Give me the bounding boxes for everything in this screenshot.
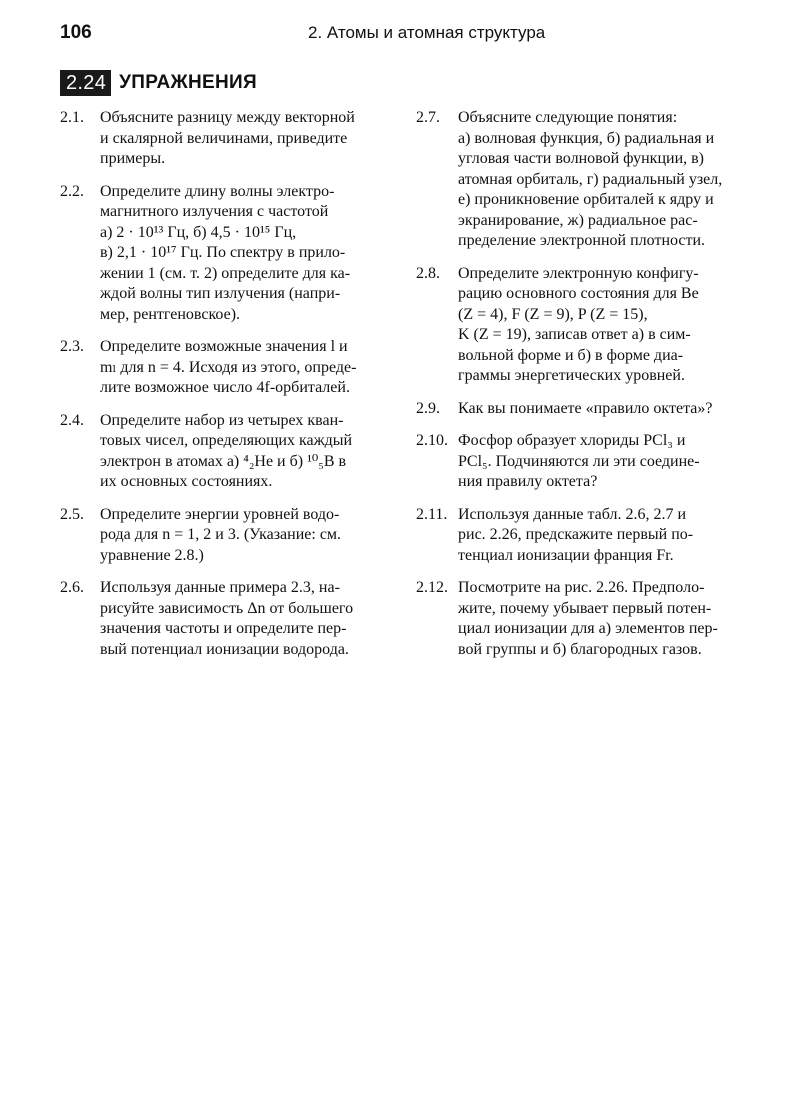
exercise-text-line: ния правилу октета? bbox=[458, 473, 598, 490]
exercise-item bbox=[60, 337, 382, 399]
exercise-text-line: тенциал ионизации франция Fr. bbox=[458, 546, 674, 564]
exercise-item bbox=[416, 108, 740, 252]
exercise-text-line: Как вы понимаете «правило октета»? bbox=[458, 399, 713, 417]
exercise-text-line: вой группы и б) благородных газов. bbox=[458, 640, 702, 658]
exercise-text-line: рацию основного состояния для Be bbox=[458, 285, 699, 302]
exercise-item bbox=[416, 264, 740, 387]
exercise-text-line: ждой волны тип излучения (напри- bbox=[100, 285, 341, 302]
exercise-item bbox=[60, 411, 382, 493]
exercise-number: 2.4. bbox=[60, 411, 84, 429]
exercise-text-line: электрон в атомах а) ⁴₂He и б) ¹⁰₅B в bbox=[100, 452, 347, 470]
exercise-item bbox=[416, 505, 740, 567]
exercise-text-line: и скалярной величинами, приведите bbox=[100, 129, 348, 147]
exercise-text-line: K (Z = 19), записав ответ а) в сим- bbox=[458, 326, 691, 343]
exercise-text-line: вольной форме и б) в форме диа- bbox=[458, 346, 684, 364]
exercise-text-line: Объясните следующие понятия: bbox=[458, 109, 678, 126]
exercise-text bbox=[458, 505, 740, 567]
exercise-text bbox=[100, 505, 382, 567]
exercise-text-line: (Z = 4), F (Z = 9), P (Z = 15), bbox=[458, 305, 648, 323]
exercise-text-line: граммы энергетических уровней. bbox=[458, 367, 685, 384]
exercises-right-column bbox=[416, 108, 740, 672]
exercise-text-line: циал ионизации для а) элементов пер- bbox=[458, 620, 718, 637]
exercise-text bbox=[100, 108, 382, 170]
exercise-text-line: а) волновая функция, б) радиальная и bbox=[458, 129, 715, 147]
exercise-number: 2.3. bbox=[60, 338, 84, 355]
exercise-item bbox=[60, 182, 382, 326]
exercise-item bbox=[60, 505, 382, 567]
exercise-text-line: примеры. bbox=[100, 150, 166, 167]
exercise-item bbox=[416, 578, 740, 660]
exercise-text-line: магнитного излучения с частотой bbox=[100, 203, 329, 220]
exercise-text-line: Используя данные примера 2.3, на- bbox=[100, 579, 340, 596]
exercise-number: 2.2. bbox=[60, 182, 84, 200]
running-head: 2. Атомы и атомная структура bbox=[308, 23, 546, 42]
exercise-number: 2.1. bbox=[60, 109, 84, 126]
exercise-text-line: Определите набор из четырех кван- bbox=[100, 411, 344, 429]
exercise-text bbox=[100, 578, 382, 660]
exercise-text-line: рисуйте зависимость Δn от большего bbox=[100, 599, 354, 617]
exercise-number: 2.10. bbox=[416, 432, 448, 449]
exercise-text-line: угловая части волновой функции, в) bbox=[458, 150, 705, 167]
exercise-number: 2.7. bbox=[416, 109, 440, 126]
exercise-text-line: экранирование, ж) радиальное рас- bbox=[458, 211, 698, 229]
section-number-badge: 2.24 bbox=[60, 70, 111, 96]
exercise-text-line: PCl₅. Подчиняются ли эти соедине- bbox=[458, 452, 700, 470]
exercise-text-line: Определите электронную конфигу- bbox=[458, 264, 699, 282]
exercise-text-line: mₗ для n = 4. Исходя из этого, опреде- bbox=[100, 358, 357, 376]
section-title: УПРАЖНЕНИЯ bbox=[119, 72, 257, 93]
exercise-text-line: Объясните разницу между векторной bbox=[100, 109, 355, 126]
exercise-text-line: Определите энергии уровней водо- bbox=[100, 505, 340, 523]
exercises-left-column bbox=[60, 108, 382, 672]
exercise-text-line: уравнение 2.8.) bbox=[100, 546, 204, 564]
exercise-text-line: лите возможное число 4f-орбиталей. bbox=[100, 379, 350, 396]
exercise-number: 2.5. bbox=[60, 505, 84, 523]
exercise-text-line: жении 1 (см. т. 2) определите для ка- bbox=[100, 264, 351, 282]
exercise-number: 2.9. bbox=[416, 399, 440, 417]
exercise-text bbox=[100, 337, 382, 399]
exercise-text-line: рис. 2.26, предскажите первый по- bbox=[458, 526, 694, 543]
section-heading bbox=[60, 70, 257, 96]
exercise-text-line: вый потенциал ионизации водорода. bbox=[100, 640, 349, 658]
exercise-text-line: рода для n = 1, 2 и 3. (Указание: см. bbox=[100, 526, 342, 543]
exercise-text-line: мер, рентгеновское). bbox=[100, 305, 241, 323]
exercise-item bbox=[60, 108, 382, 170]
exercise-item bbox=[416, 399, 740, 420]
exercise-text-line: в) 2,1 · 10¹⁷ Гц. По спектру в прило- bbox=[100, 244, 346, 261]
exercise-text bbox=[458, 578, 740, 660]
exercise-text-line: товых чисел, определяющих каждый bbox=[100, 432, 353, 449]
exercise-number: 2.11. bbox=[416, 505, 448, 523]
exercise-item bbox=[416, 431, 740, 493]
exercise-text-line: Фосфор образует хлориды PCl₃ и bbox=[458, 432, 686, 449]
exercise-text-line: атомная орбиталь, г) радиальный узел, bbox=[458, 170, 723, 188]
exercise-item bbox=[60, 578, 382, 660]
exercise-text bbox=[458, 399, 740, 420]
exercise-text-line: их основных состояниях. bbox=[100, 473, 273, 490]
exercise-text-line: жите, почему убывает первый потен- bbox=[458, 599, 712, 617]
exercise-text-line: значения частоты и определите пер- bbox=[100, 620, 347, 637]
exercise-text-line: Посмотрите на рис. 2.26. Предполо- bbox=[458, 579, 705, 596]
exercise-number: 2.12. bbox=[416, 579, 448, 596]
exercise-number: 2.8. bbox=[416, 264, 440, 282]
exercise-text bbox=[458, 431, 740, 493]
exercise-text bbox=[100, 182, 382, 326]
exercise-text-line: Определите длину волны электро- bbox=[100, 182, 335, 200]
exercise-text-line: пределение электронной плотности. bbox=[458, 232, 706, 249]
exercise-number: 2.6. bbox=[60, 579, 84, 596]
exercise-text bbox=[458, 264, 740, 387]
exercise-text bbox=[458, 108, 740, 252]
exercise-text-line: Определите возможные значения l и bbox=[100, 338, 348, 355]
page-number: 106 bbox=[60, 22, 92, 43]
exercise-text-line: а) 2 · 10¹³ Гц, б) 4,5 · 10¹⁵ Гц, bbox=[100, 223, 297, 241]
exercise-text bbox=[100, 411, 382, 493]
exercise-text-line: Используя данные табл. 2.6, 2.7 и bbox=[458, 505, 687, 523]
exercise-text-line: е) проникновение орбиталей к ядру и bbox=[458, 191, 714, 208]
